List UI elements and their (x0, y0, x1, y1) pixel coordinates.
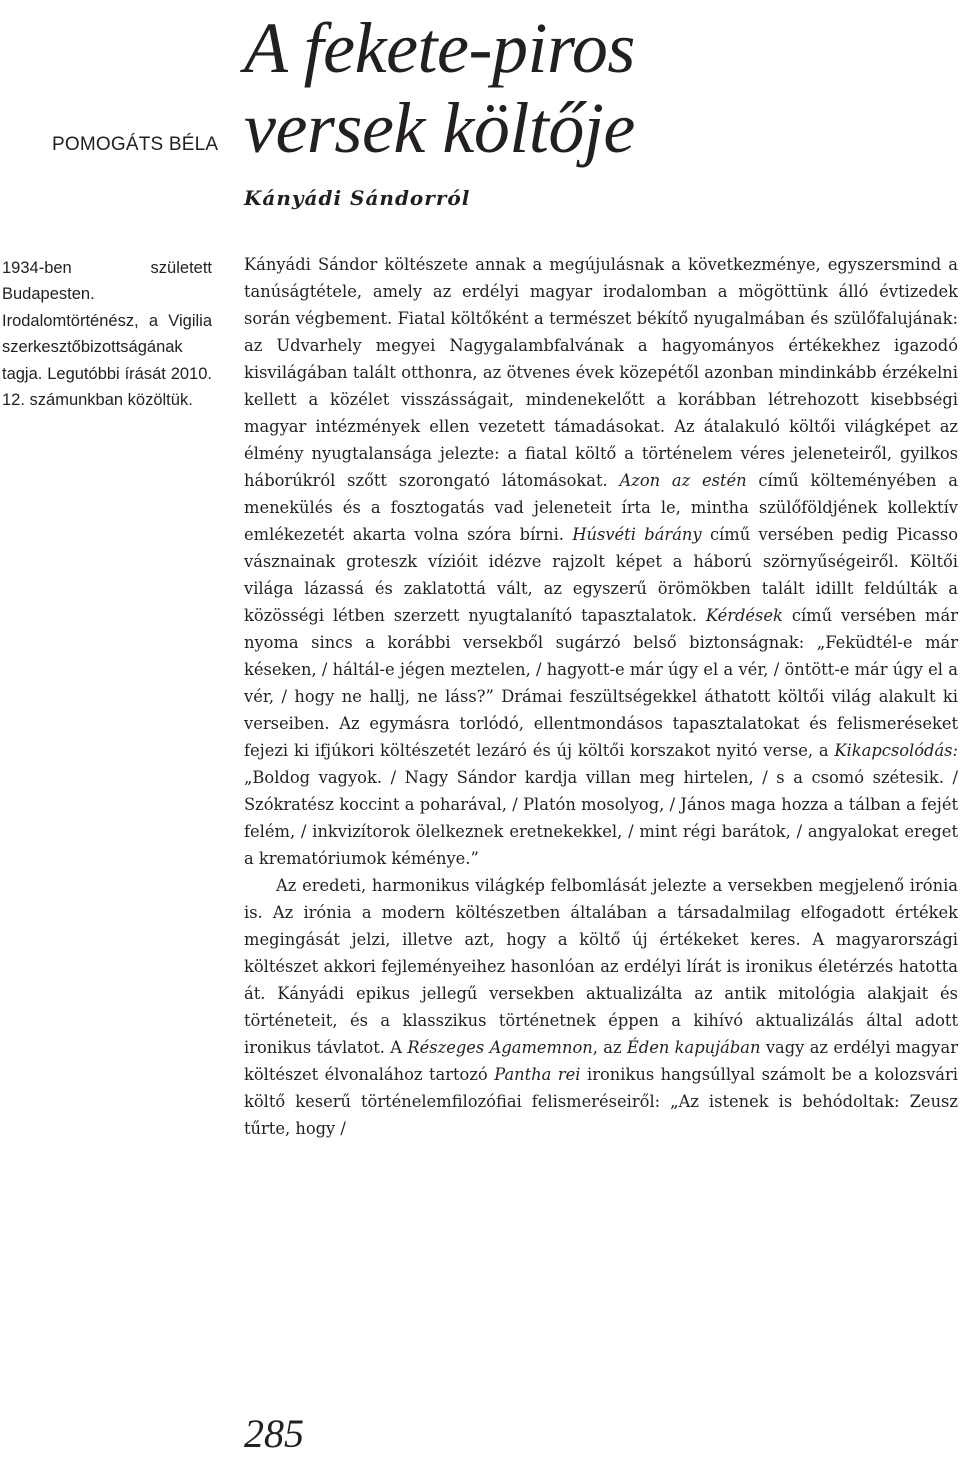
text-run: ironikus hangsúllyal számolt be a kolozsvári költő keserű történelemfilozófiai felismeréseiről: „Az istenek is behódoltak: Zeusz tűrte, hogy / (244, 1065, 959, 1138)
body-paragraph-2 (244, 872, 958, 1142)
text-run: című versében pedig Picasso vásznainak groteszk vízióit idézve rajzolt képet a háború szörnyűségeiről. Költői világa lázassá és zaklatottá vált, az egyszerű örömökben talált idillt feldúlták a közösségi létben szerzett nyugtalanító tapasztalatok. (244, 525, 958, 625)
author-bio: 1934-ben született Budapesten. Irodalomtörténész, a Vigilia szerkesztőbizottságának tagja. Legutóbbi írását 2010. 12. számunkban közöltük. (2, 259, 212, 410)
text-run: , az (592, 1038, 627, 1057)
article-title (244, 8, 635, 168)
article-subtitle: Kányádi Sándorról (244, 186, 471, 210)
article-body (244, 251, 958, 1142)
text-run: „Boldog vagyok. / Nagy Sándor kardja villan meg hirtelen, / s a csomó szétesik. / Szókratész koccint a poharával, / Platón mosolyog, / János maga hozza a tálban a fejét felém, / inkvizítorok ölelkeznek eretnekekkel, / mint régi barátok, / angyalokat ereget a krematóriumok kéménye.” (244, 768, 958, 868)
page-number: 285 (244, 1411, 304, 1456)
text-run: Kányádi Sándor költészete annak a megújulásnak a következménye, egyszersmind a tanúságtétele, amely az erdélyi magyar irodalomban a mögöttünk álló évtizedek során végbement. Fiatal költőként a természet békítő nyugalmában és szülőfalujának: az Udvarhely megyei Nagygalambfalvának a hagyományos értékekhez igazodó kisvilágában talált otthonra, az ötvenes évek közepétől azonban mindinkább érzékelni kellett a közélet visszásságait, mindenekelőtt a korábban létrehozott kisebbségi magyar intézmények ellen vezetett támadásokat. Az átalakuló költői világképet az élmény nyugtalansága jelezte: a fiatal költő a történelem véres jeleneteiről, gyilkos háborúkról szőtt szorongató látomásokat. (244, 255, 958, 490)
text-run: vagy az erdélyi magyar költészet élvonalához tartozó (244, 1038, 958, 1084)
title-line-2: versek költője (244, 88, 635, 168)
body-paragraph-1 (244, 251, 958, 872)
work-title: Kérdések (705, 606, 783, 625)
title-line-1: A fekete-piros (244, 8, 635, 88)
work-title: Azon az estén (619, 471, 747, 490)
work-title: Kikapcsolódás: (834, 741, 958, 760)
text-run: című költeményében a menekülés és a fosztogatás vad jeleneteit írta le, mintha szülőföldjének kollektív emlékezetét akarta volna szóra bírni. (244, 471, 958, 544)
work-title: Részeges Agamemnon (407, 1038, 593, 1057)
text-run: Az eredeti, harmonikus világkép felbomlását jelezte a versekben megjelenő irónia is. Az irónia a modern költészetben általában a társadalmilag elfogadott értékek megingását jelzi, illetve azt, hogy a költő új értékeket keres. A magyarországi költészet akkori fejleményeihez hasonlóan az erdélyi lírát is ironikus életérzés hatotta át. Kányádi epikus jellegű versekben aktualizálta az antik mitológia alakjait és történeteit, és a klasszikus történetnek éppen a kihívó aktualizálás által adott ironikus távlatot. A (244, 876, 958, 1057)
text-run: című versében már nyoma sincs a korábbi versekből sugárzó belső biztonságnak: „Feküdtél-e már késeken, / háltál-e jégen meztelen, / hagyott-e már úgy el a vér, / öntött-e már úgy el a vér, / hogy ne hallj, ne láss?” Drámai feszültségekkel áthatott költői világ alakult ki verseiben. Az egymásra torlódó, ellentmondásos tapasztalatokat és felismeréseket fejezi ki ifjúkori költészetét lezáró és új költői korszakot nyitó verse, a (244, 606, 958, 760)
work-title: Pantha rei (494, 1065, 581, 1084)
work-title: Éden kapujában (626, 1038, 761, 1057)
work-title: Húsvéti bárány (572, 525, 702, 544)
author-name: POMOGÁTS BÉLA (52, 134, 219, 155)
